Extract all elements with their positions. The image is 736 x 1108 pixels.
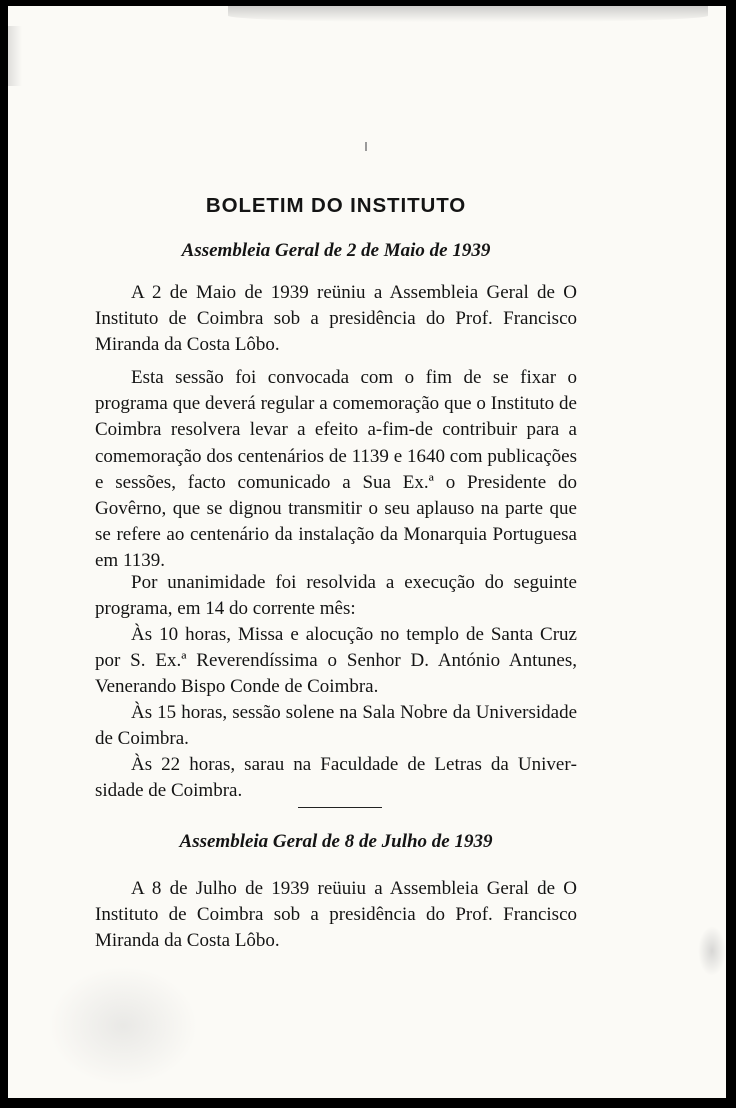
page-title: BOLETIM DO INSTITUTO	[205, 194, 467, 217]
paragraph: Às 10 horas, Missa e alocução no templo de Santa Cruz por S. Ex.ª Reverendíssima o Senhor D. António Antunes, Venerando Bispo Conde de Coimbra.	[95, 624, 577, 698]
section-heading-may: Assembleia Geral de 2 de Maio de 1939	[181, 240, 491, 261]
scan-smudge-left	[8, 26, 22, 86]
ink-speck	[365, 142, 367, 151]
scan-smudge-right	[698, 926, 726, 976]
scan-smudge-bottom	[48, 966, 198, 1086]
paragraph: Às 22 horas, sarau na Faculdade de Letras da Universidade de Coimbra.	[95, 754, 577, 802]
paragraph: Por unanimidade foi resolvida a execução do seguinte programa, em 14 do corrente mês:	[95, 572, 577, 620]
scan-smudge-top	[228, 6, 708, 22]
paragraph: A 8 de Julho de 1939 reüuiu a Assembleia Geral de O Instituto de Coimbra sob a presidência do Prof. Francisco Miranda da Costa Lôbo.	[95, 878, 577, 952]
section-heading-july: Assembleia Geral de 8 de Julho de 1939	[179, 831, 493, 852]
scanned-paper	[8, 6, 726, 1098]
paragraph: Às 15 horas, sessão solene na Sala Nobre da Universidade de Coimbra.	[95, 702, 577, 750]
paragraph: Esta sessão foi convocada com o fim de se fixar o programa que deverá regular a comemoração que o Instituto de Coimbra resolvera levar a efeito a-fim-de contribuir para a comemoração dos centenários de 1139 e 1640 com publicações e sessões, facto comunicado a Sua Ex.ª o Presidente do Govêrno, que se dignou transmitir o seu aplauso na parte que se refere ao centenário da instalação da Monarquia Portuguesa em 1139.	[95, 367, 577, 572]
section-divider	[298, 807, 382, 808]
paragraph: A 2 de Maio de 1939 reüniu a Assembleia Geral de O Instituto de Coimbra sob a presidência do Prof. Francisco Miranda da Costa Lôbo.	[95, 282, 577, 356]
